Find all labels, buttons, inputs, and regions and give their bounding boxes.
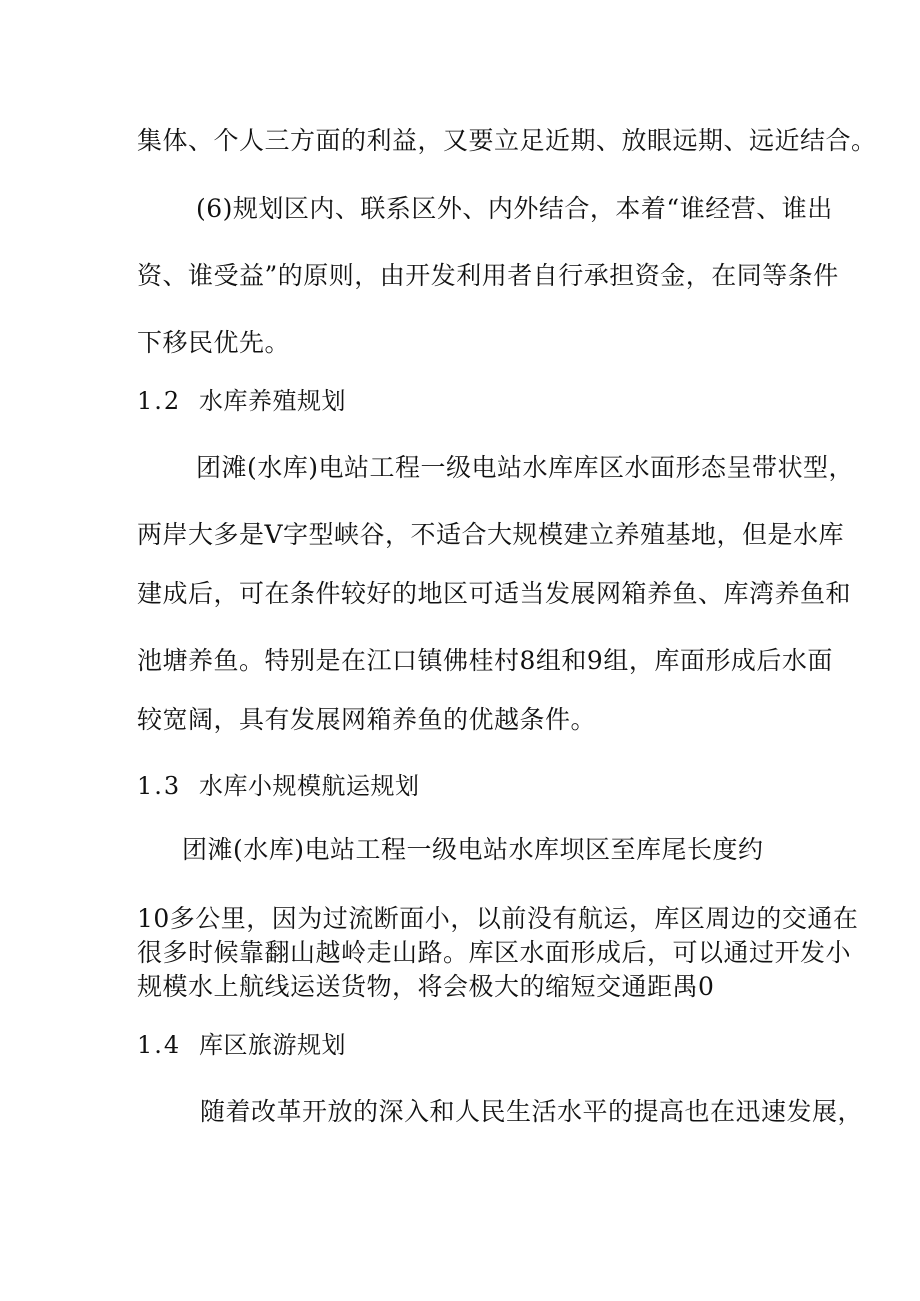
section-number: 1.4	[137, 1031, 182, 1059]
section-1-3-heading	[137, 770, 420, 802]
item-6-line-2: 资、谁受益”的原则，由开发利用者自行承担资金，在同等条件	[137, 261, 839, 290]
section-1-3-line-3: 很多时候靠翻山越岭走山路。库区水面形成后，可以通过开发小	[137, 938, 852, 967]
section-1-2-line-3: 建成后，可在条件较好的地区可适当发展网箱养鱼、库湾养鱼和	[137, 579, 852, 608]
section-1-4-line-1: 随着改革开放的深入和人民生活水平的提高也在迅速发展，	[200, 1097, 864, 1126]
intro-paragraph-line-1: 集体、个人三方面的利益，又要立足近期、放眼远期、远近结合。	[137, 126, 877, 155]
item-6-line-1: (6)规划区内、联系区外、内外结合，本着“谁经营、谁出	[196, 194, 833, 223]
section-1-3-line-2: 10多公里，因为过流断面小，以前没有航运，库区周边的交通在	[137, 904, 859, 933]
section-number: 1.2	[137, 387, 182, 415]
section-1-2-heading	[137, 385, 346, 417]
section-1-2-line-1: 团滩(水库)电站工程一级电站水库库区水面形态呈带状型，	[196, 453, 855, 482]
item-6-line-3: 下移民优先。	[137, 328, 291, 357]
section-title: 库区旅游规划	[199, 1031, 346, 1059]
section-1-4-heading	[137, 1029, 346, 1061]
section-1-3-line-1: 团滩(水库)电站工程一级电站水库坝区至库尾长度约	[182, 835, 764, 864]
section-1-3-line-4: 规模水上航线运送货物，将会极大的缩短交通距禺0	[137, 972, 715, 1001]
section-title: 水库养殖规划	[199, 387, 346, 415]
section-1-2-line-5: 较宽阔，具有发展网箱养鱼的优越条件。	[137, 705, 597, 734]
section-number: 1.3	[137, 772, 182, 800]
section-1-2-line-2: 两岸大多是V字型峡谷，不适合大规模建立养殖基地，但是水库	[137, 520, 845, 549]
section-title: 水库小规模航运规划	[199, 772, 420, 800]
section-1-2-line-4: 池塘养鱼。特别是在江口镇佛桂村8组和9组，库面形成后水面	[137, 646, 833, 675]
